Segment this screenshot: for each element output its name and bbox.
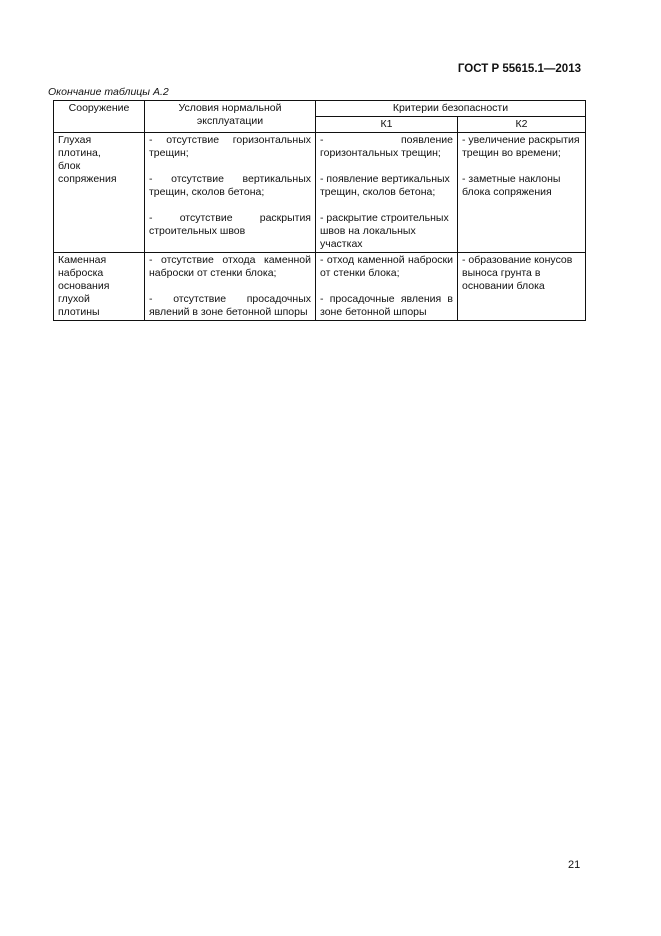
list-item: - отсутствие вертикальных трещин, сколов бетона; <box>149 173 311 198</box>
table-caption: Окончание таблицы А.2 <box>48 86 169 98</box>
cell-k1 <box>316 133 458 253</box>
list-item: - раскрытие строительных швов на локальных участках <box>320 212 449 250</box>
cell-normal <box>145 133 316 253</box>
cell-k2 <box>458 133 586 253</box>
list-item: - отсутствие раскрытия строительных швов <box>149 212 311 237</box>
header-k2: К2 <box>458 117 586 133</box>
table-row <box>54 253 586 321</box>
list-item: - просадочные явления в зоне бетонной шпоры <box>320 293 453 318</box>
list-item: - отход каменной наброски от стенки блока; <box>320 254 453 279</box>
table-row <box>54 133 586 253</box>
header-normal-conditions: Условия нормальной эксплуатации <box>145 101 316 133</box>
list-item: - отсутствие просадочных явлений в зоне бетонной шпоры <box>149 293 311 318</box>
document-id: ГОСТ Р 55615.1—2013 <box>457 63 581 75</box>
structure-text: Каменная наброска основания глухой плотины <box>58 254 110 318</box>
criteria-table <box>53 100 586 321</box>
cell-structure <box>54 253 145 321</box>
list-item: - увеличение раскрытия трещин во времени; <box>462 134 580 159</box>
list-item: - появление вертикальных трещин, сколов бетона; <box>320 173 450 198</box>
list-item: - появление горизонтальных трещин; <box>320 134 453 159</box>
list-item: - образование конусов выноса грунта в основании блока <box>462 254 573 292</box>
cell-structure <box>54 133 145 253</box>
page-number: 21 <box>568 859 581 871</box>
list-item: - отсутствие горизонтальных трещин; <box>149 134 311 159</box>
list-item: - заметные наклоны блока сопряжения <box>462 173 561 198</box>
header-k1: К1 <box>316 117 458 133</box>
cell-normal <box>145 253 316 321</box>
cell-k1 <box>316 253 458 321</box>
header-safety-criteria: Критерии безопасности <box>316 101 586 117</box>
header-structure: Сооружение <box>54 101 145 133</box>
structure-text: Глухая плотина, блок сопряжения <box>58 134 117 185</box>
list-item: - отсутствие отхода каменной наброски от стенки блока; <box>149 254 311 279</box>
cell-k2 <box>458 253 586 321</box>
